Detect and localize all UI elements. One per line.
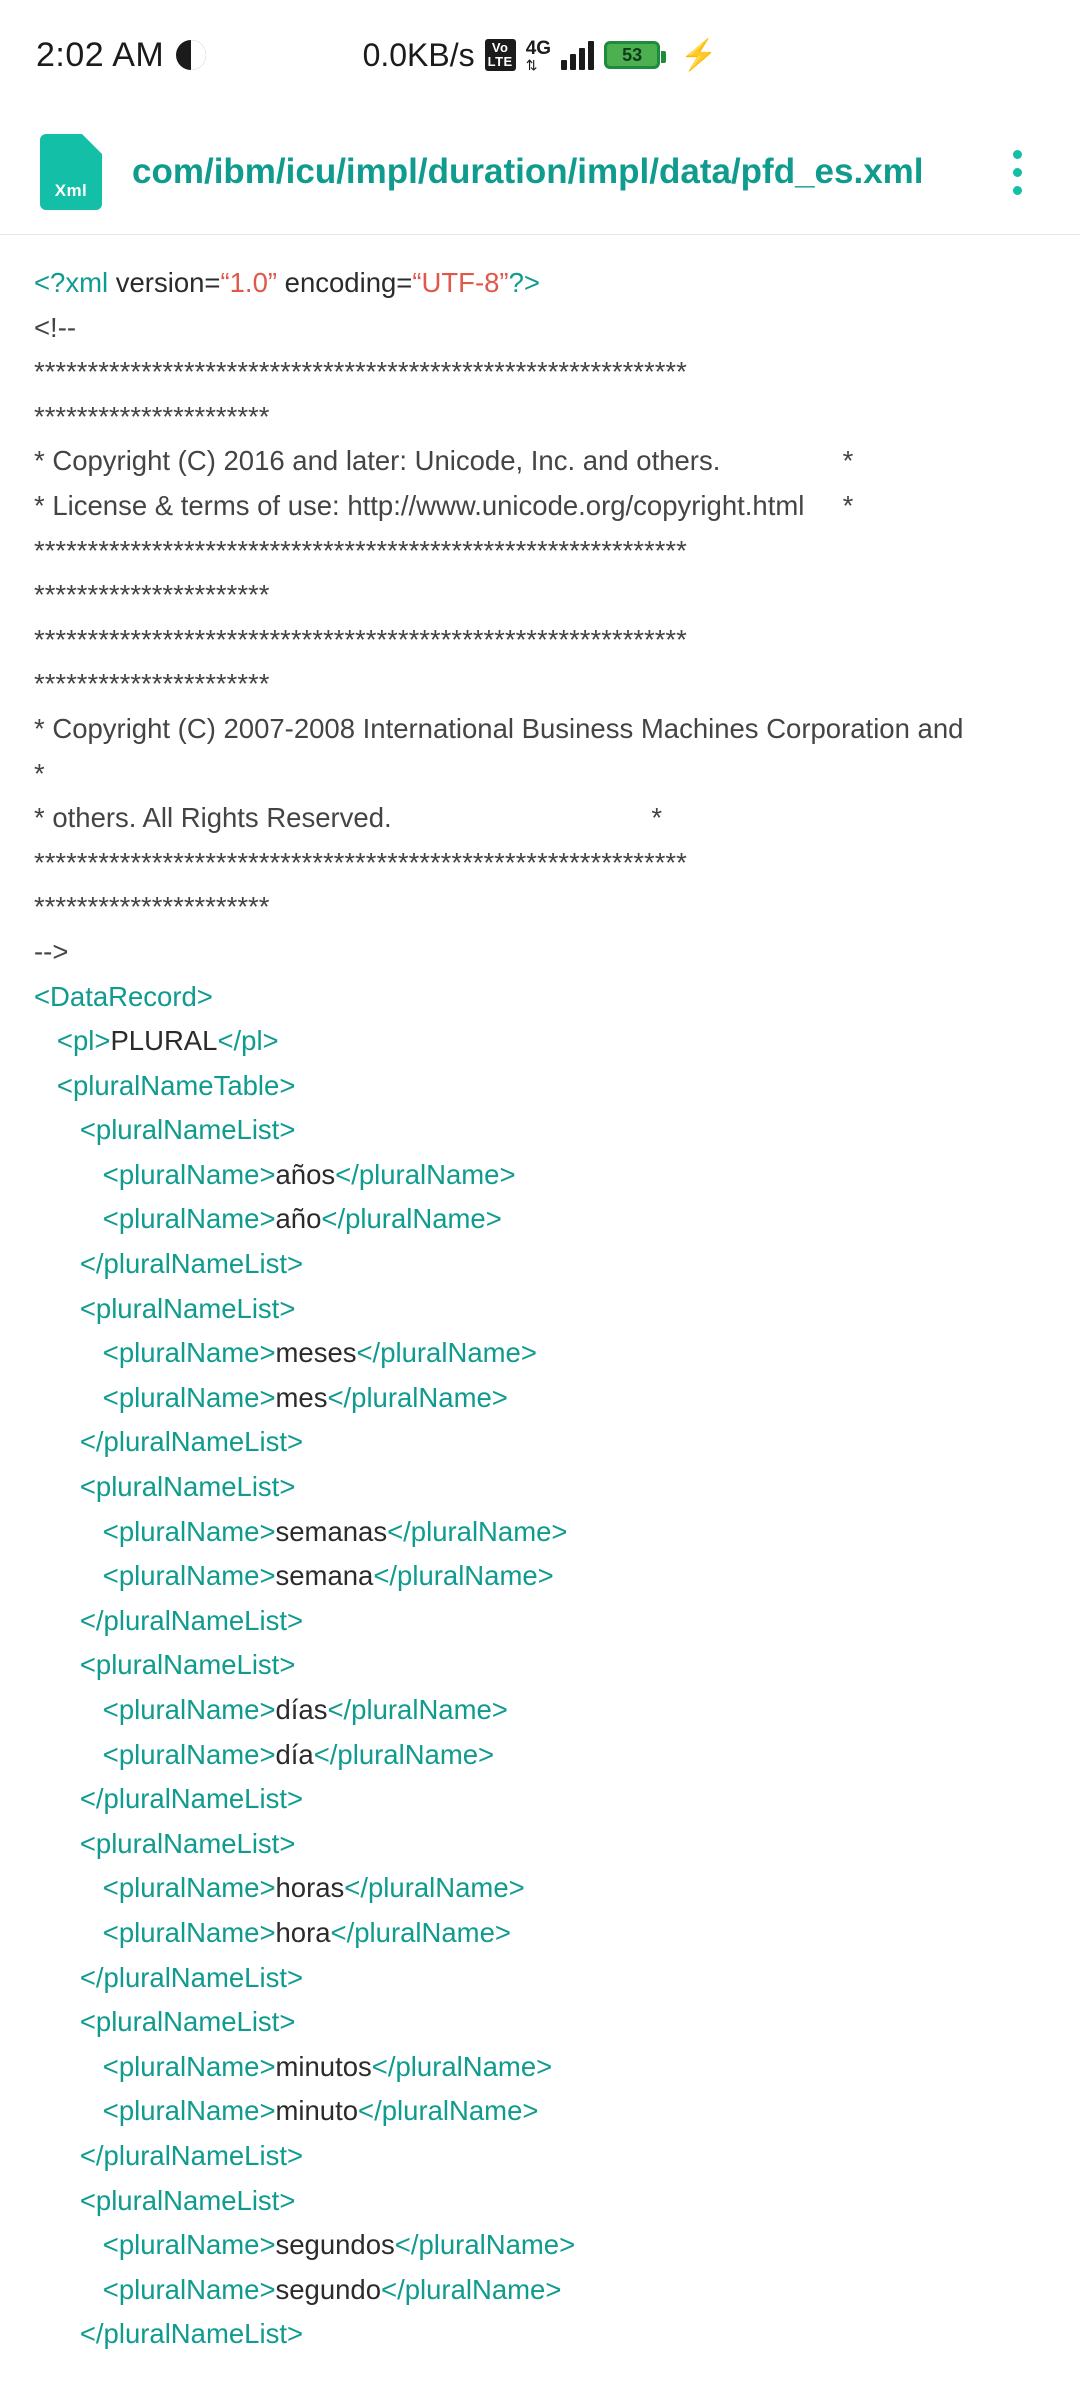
code-token-txt: años xyxy=(275,1158,336,1190)
code-token-txt xyxy=(34,1025,57,1056)
code-line xyxy=(34,1599,1046,1644)
code-viewer[interactable] xyxy=(0,235,1080,2400)
code-token-txt xyxy=(34,2229,103,2260)
code-line xyxy=(34,796,1046,841)
data-arrows-icon: ⇅ xyxy=(525,56,537,73)
code-line xyxy=(34,752,1046,797)
code-token-txt: meses xyxy=(275,1337,357,1369)
volte-icon xyxy=(485,39,516,70)
code-token-tag: <pluralNameTable> xyxy=(56,1069,296,1101)
code-token-txt xyxy=(34,1516,103,1547)
code-token-txt xyxy=(34,1337,103,1368)
code-token-tag: <pluralName> xyxy=(102,1738,276,1770)
code-line xyxy=(34,484,1046,529)
code-token-tag: </pluralName> xyxy=(358,2095,539,2127)
code-line xyxy=(34,1643,1046,1688)
kebab-dot xyxy=(1013,186,1022,195)
code-token-cmt: ************************************************************* xyxy=(34,623,687,655)
code-token-txt: segundos xyxy=(275,2229,395,2261)
code-line xyxy=(34,1153,1046,1198)
status-bar xyxy=(0,0,1080,110)
code-token-cmt: <!-- xyxy=(34,311,77,343)
code-line xyxy=(34,1376,1046,1421)
status-bar-left xyxy=(36,36,206,75)
code-line xyxy=(34,1733,1046,1778)
code-line xyxy=(34,2312,1046,2357)
code-token-tag: <pluralName> xyxy=(102,1381,276,1413)
code-token-tag: </pluralName> xyxy=(394,2229,576,2261)
code-token-txt: PLURAL xyxy=(110,1025,218,1057)
app-header xyxy=(0,110,1080,235)
code-token-txt xyxy=(34,1070,57,1101)
code-token-tag: </pluralName> xyxy=(327,1381,508,1413)
code-token-cmt: * License & terms of use: http://www.unicode.org/copyright.html * xyxy=(34,489,854,521)
code-line xyxy=(34,841,1046,886)
code-token-txt: minuto xyxy=(275,2095,359,2127)
code-token-tag: </pluralNameList> xyxy=(79,1604,304,1636)
code-token-txt: hora xyxy=(275,1916,331,1948)
code-token-cmt: * Copyright (C) 2007-2008 International Business Machines Corporation and xyxy=(34,712,964,744)
code-token-tag: </pluralName> xyxy=(381,2273,562,2305)
code-line xyxy=(34,573,1046,618)
code-token-tag: <pluralNameList> xyxy=(79,2184,296,2216)
code-token-txt xyxy=(34,1828,80,1859)
code-token-tag: </pluralNameList> xyxy=(79,1961,304,1993)
code-token-tag: ?> xyxy=(508,267,540,298)
code-line xyxy=(34,1688,1046,1733)
code-token-tag: </pluralNameList> xyxy=(79,1783,304,1815)
code-line xyxy=(34,975,1046,1020)
network-type-icon xyxy=(526,39,551,72)
code-token-tag: <pluralName> xyxy=(102,1872,276,1904)
xml-file-icon xyxy=(40,134,102,210)
code-token-txt xyxy=(34,1739,103,1770)
signal-bars-icon xyxy=(561,40,594,70)
code-token-cmt: ********************** xyxy=(34,891,270,923)
code-token-str: “1.0” xyxy=(220,267,278,298)
battery-icon xyxy=(604,41,660,69)
code-token-tag: <pluralName> xyxy=(102,1337,276,1369)
code-token-txt xyxy=(34,1783,80,1814)
code-token-txt: minutos xyxy=(275,2050,372,2082)
code-token-txt: día xyxy=(275,1738,314,1770)
code-line xyxy=(34,1822,1046,1867)
code-token-cmt: ********************** xyxy=(34,579,270,611)
code-token-txt xyxy=(34,1694,103,1725)
code-line xyxy=(34,2268,1046,2313)
code-token-txt xyxy=(34,2051,103,2082)
code-line xyxy=(34,439,1046,484)
code-token-txt xyxy=(34,1649,80,1680)
code-token-cmt: --> xyxy=(34,935,69,967)
battery-level-label: 53 xyxy=(622,44,643,65)
code-token-tag: </pluralName> xyxy=(313,1738,495,1770)
page-title: com/ibm/icu/impl/duration/impl/data/pfd_es.xml xyxy=(132,151,924,191)
code-line xyxy=(34,2134,1046,2179)
code-token-tag: <pluralName> xyxy=(102,2273,276,2305)
code-token-txt xyxy=(34,1248,80,1279)
code-line xyxy=(34,1465,1046,1510)
code-line xyxy=(34,1510,1046,1555)
code-token-txt xyxy=(34,2185,80,2216)
code-token-cmt: ************************************************************* xyxy=(34,534,687,566)
code-token-tag: <pluralName> xyxy=(102,2095,276,2127)
code-line xyxy=(34,261,1046,306)
overflow-menu-icon[interactable] xyxy=(982,150,1052,195)
code-token-txt xyxy=(34,2274,103,2305)
code-line xyxy=(34,662,1046,707)
code-line xyxy=(34,1911,1046,1956)
code-token-tag: <pluralName> xyxy=(102,1158,276,1190)
charging-bolt-icon: ⚡ xyxy=(680,38,718,72)
code-line xyxy=(34,1019,1046,1064)
code-token-cmt: ********************** xyxy=(34,668,270,700)
code-token-txt: semana xyxy=(275,1560,374,1592)
code-token-tag: <DataRecord> xyxy=(34,980,213,1012)
code-token-tag: </pluralName> xyxy=(327,1694,508,1725)
code-line xyxy=(34,1197,1046,1242)
code-token-txt: horas xyxy=(275,1872,345,1904)
code-line xyxy=(34,1287,1046,1332)
code-token-tag: <pluralName> xyxy=(102,2050,276,2082)
code-token-txt xyxy=(34,1962,80,1993)
code-token-tag: <pluralNameList> xyxy=(79,2006,296,2038)
code-token-tag: </pluralNameList> xyxy=(79,2139,304,2171)
code-token-tag: </pluralNameList> xyxy=(79,1426,304,1458)
status-clock: 2:02 AM xyxy=(36,35,165,74)
code-token-txt xyxy=(34,1471,80,1502)
code-line xyxy=(34,1242,1046,1287)
code-line xyxy=(34,1108,1046,1153)
code-line xyxy=(34,930,1046,975)
code-line xyxy=(34,2179,1046,2224)
code-line xyxy=(34,306,1046,351)
code-token-tag: </pluralName> xyxy=(330,1916,511,1948)
code-line xyxy=(34,2000,1046,2045)
code-token-str: “UTF-8” xyxy=(412,267,509,298)
do-not-disturb-icon xyxy=(176,40,206,70)
code-token-tag: <pluralName> xyxy=(102,1694,276,1725)
code-token-tag: </pluralName> xyxy=(387,1515,568,1547)
code-token-tag: </pl> xyxy=(217,1025,279,1057)
code-token-txt xyxy=(34,2006,80,2037)
code-token-txt xyxy=(34,1560,103,1591)
code-token-cmt: * others. All Rights Reserved. * xyxy=(34,802,663,834)
code-token-txt: año xyxy=(275,1203,322,1235)
code-token-tag: </pluralName> xyxy=(335,1158,516,1190)
kebab-dot xyxy=(1013,150,1022,159)
code-token-txt xyxy=(34,1159,103,1190)
code-token-tag: </pluralName> xyxy=(344,1872,525,1904)
code-line xyxy=(34,618,1046,663)
kebab-dot xyxy=(1013,168,1022,177)
code-line xyxy=(34,1554,1046,1599)
code-token-txt xyxy=(34,1382,103,1413)
code-line xyxy=(34,1956,1046,2001)
code-line xyxy=(34,1866,1046,1911)
code-line xyxy=(34,707,1046,752)
code-token-txt xyxy=(34,2140,80,2171)
code-token-tag: </pluralNameList> xyxy=(79,2318,304,2350)
code-line xyxy=(34,1331,1046,1376)
code-token-tag: <pluralName> xyxy=(102,1560,276,1592)
network-speed-label: 0.0KB/s xyxy=(362,36,475,73)
code-token-tag: <pluralName> xyxy=(102,2229,276,2261)
code-token-txt: semanas xyxy=(275,1515,388,1547)
code-token-tag: <pl> xyxy=(56,1025,111,1057)
code-token-tag: <pluralNameList> xyxy=(79,1471,296,1503)
network-type-label: 4G xyxy=(525,37,552,59)
code-token-txt: encoding= xyxy=(277,267,413,298)
code-token-tag: </pluralName> xyxy=(321,1203,502,1235)
code-token-txt: version= xyxy=(115,267,221,298)
code-token-tag: <pluralName> xyxy=(102,1916,276,1948)
code-token-tag: </pluralNameList> xyxy=(79,1248,304,1280)
code-token-tag: </pluralName> xyxy=(371,2050,553,2082)
code-line xyxy=(34,1064,1046,1109)
code-line xyxy=(34,2045,1046,2090)
code-token-cmt: ********************** xyxy=(34,400,270,432)
code-token-cmt: * Copyright (C) 2016 and later: Unicode, Inc. and others. * xyxy=(34,445,854,477)
code-token-tag: <pluralNameList> xyxy=(79,1114,296,1146)
code-token-txt xyxy=(34,1426,80,1457)
code-token-tag: </pluralName> xyxy=(356,1337,537,1369)
code-token-txt: segundo xyxy=(275,2273,382,2305)
code-line xyxy=(34,529,1046,574)
code-token-txt: días xyxy=(275,1694,328,1725)
code-token-tag: <pluralNameList> xyxy=(79,1649,296,1681)
volte-line-2: LTE xyxy=(487,54,513,69)
code-token-txt: mes xyxy=(275,1381,328,1413)
code-line xyxy=(34,350,1046,395)
xml-file-icon-label: Xml xyxy=(54,181,88,200)
code-token-txt xyxy=(34,1293,80,1324)
code-token-tag: <pluralName> xyxy=(102,1203,276,1235)
code-line xyxy=(34,2089,1046,2134)
code-token-cmt: ************************************************************* xyxy=(34,846,687,878)
code-token-txt xyxy=(34,1872,103,1903)
volte-line-1: Vo xyxy=(491,40,509,56)
code-token-tag: </pluralName> xyxy=(373,1560,554,1592)
code-line xyxy=(34,1777,1046,1822)
code-token-txt xyxy=(34,1605,80,1636)
code-token-txt xyxy=(34,1203,103,1234)
code-token-tag: <pluralName> xyxy=(102,1515,276,1547)
code-line xyxy=(34,1420,1046,1465)
code-line xyxy=(34,2223,1046,2268)
code-token-cmt: * xyxy=(34,757,45,789)
code-token-txt xyxy=(34,2318,80,2349)
code-token-txt xyxy=(34,1917,103,1948)
code-token-txt xyxy=(34,2095,103,2126)
code-token-cmt: ************************************************************* xyxy=(34,356,687,388)
code-token-txt xyxy=(34,1114,80,1145)
code-token-tag: <pluralNameList> xyxy=(79,1827,296,1859)
code-token-tag: <pluralNameList> xyxy=(79,1292,296,1324)
code-line xyxy=(34,885,1046,930)
code-token-tag: <?xml xyxy=(34,267,116,298)
code-line xyxy=(34,395,1046,440)
